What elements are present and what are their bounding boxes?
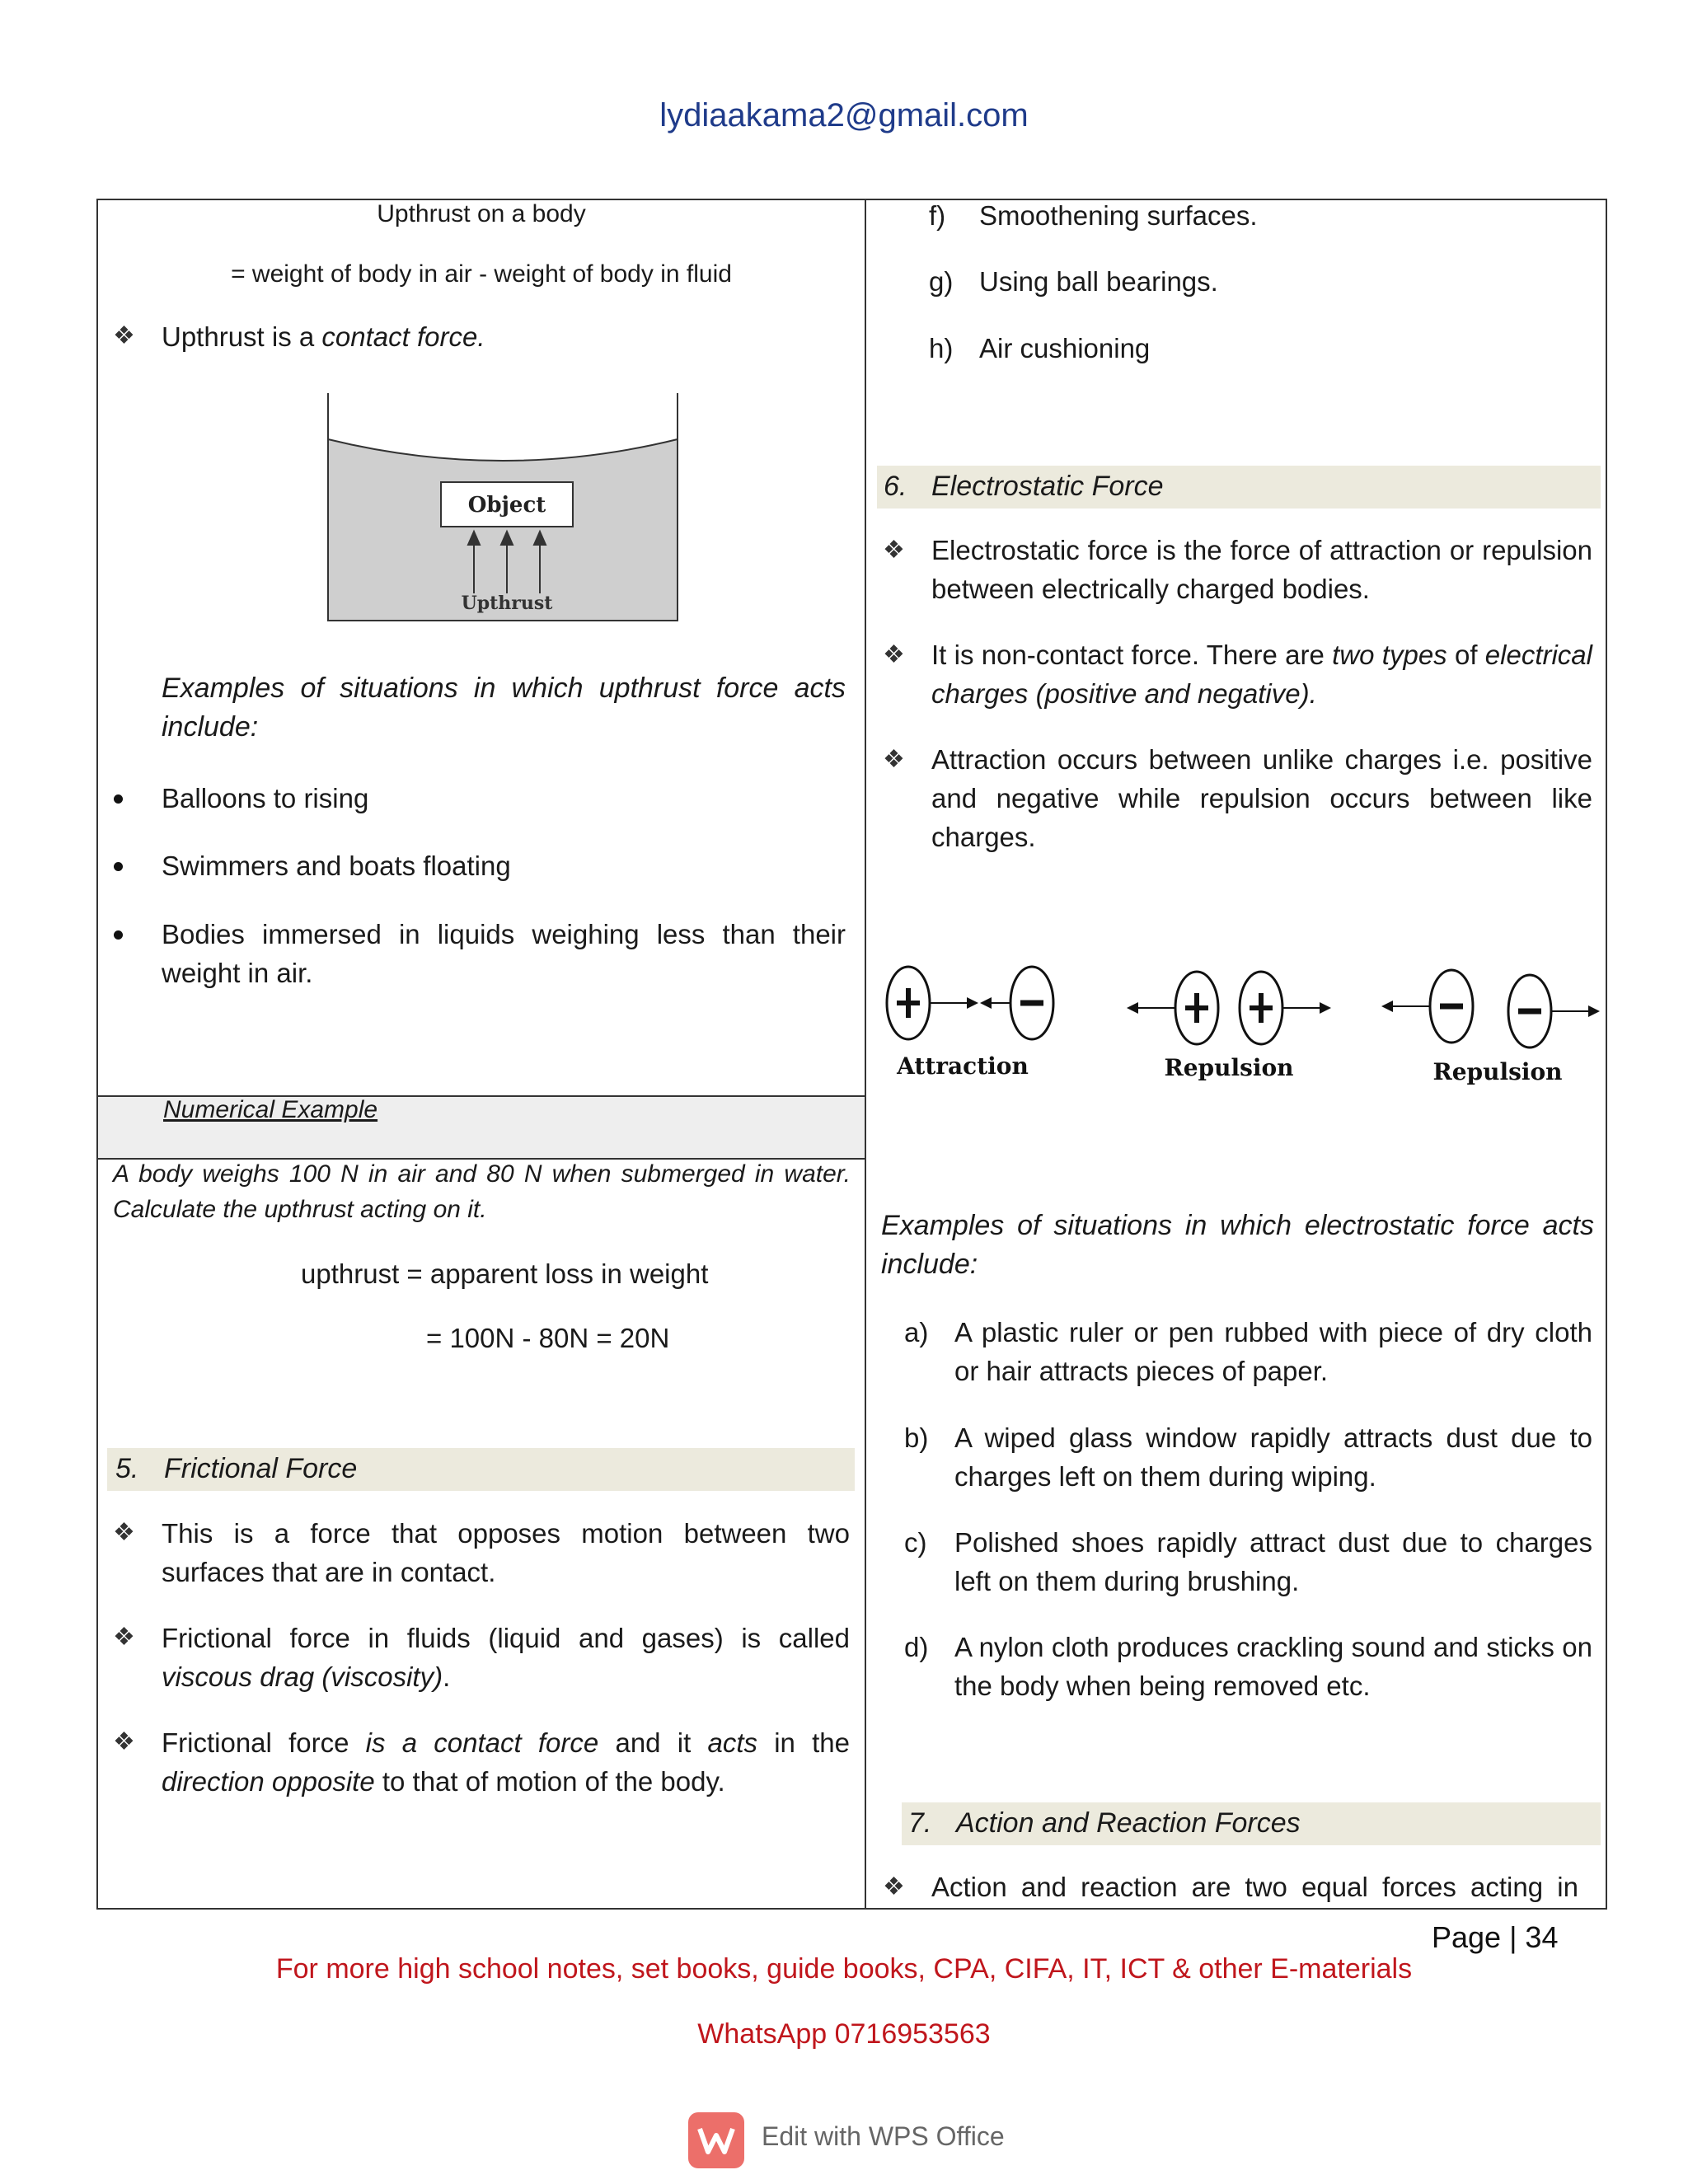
repulsion-label-2: Repulsion <box>1432 1058 1563 1085</box>
upthrust-formula-line1 <box>98 194 865 233</box>
upthrust-contact-bullet <box>162 317 846 356</box>
promo-line-1: For more high school notes, set books, guide books, CPA, CIFA, IT, ICT & other E-materials <box>275 1953 1413 1985</box>
section-7-heading <box>902 1802 1601 1845</box>
upthrust-example-2: Swimmers and boats floating <box>162 851 511 881</box>
section-5-title: Frictional Force <box>164 1453 358 1484</box>
direction-opposite-term: direction opposite <box>162 1766 375 1797</box>
numerical-question: A body weighs 100 N in air and 80 N when submerged in water. Calculate the upthrust acting on it. <box>113 1160 851 1223</box>
bullet-text: and it <box>598 1727 708 1758</box>
list-label-h: h) <box>929 333 954 363</box>
bullet-dot-icon <box>114 930 123 940</box>
viscous-drag-term: viscous drag (viscosity) <box>162 1661 443 1692</box>
section-7-title: Action and Reaction Forces <box>956 1807 1301 1839</box>
friction-reduce-h: Air cushioning <box>979 333 1151 363</box>
formula-text: of body in air - weight of body in fluid <box>323 260 732 288</box>
bullet-diamond-icon: ❖ <box>113 1624 135 1651</box>
repulsion-negative-pair <box>1381 970 1600 1047</box>
numerical-example-heading: Numerical Example <box>163 1096 378 1123</box>
electrostatic-bullet-3: Attraction occurs between unlike charges i.e. positive and negative while repulsion occurs between like charges. <box>931 744 1592 852</box>
bullet-dot-icon <box>114 862 123 871</box>
solution-line-2: = 100N - 80N = 20N <box>426 1323 670 1353</box>
upthrust-diagram <box>321 391 692 626</box>
list-label-g: g) <box>929 266 954 297</box>
list-label-c: c) <box>904 1527 927 1558</box>
formula-term-weight: weight <box>251 260 324 288</box>
list-label-a: a) <box>904 1317 929 1347</box>
section-6-title: Electrostatic Force <box>931 471 1164 502</box>
section-6-heading <box>877 466 1601 509</box>
electrostatic-bullet-1: Electrostatic force is the force of attraction or repulsion between electrically charged bodies. <box>931 535 1592 604</box>
friction-bullet-3 <box>162 1723 850 1801</box>
bullet-diamond-icon: ❖ <box>883 537 905 564</box>
charge-types-term: electrical charges (positive and negative). <box>931 640 1592 709</box>
bullet-text: Upthrust is a <box>162 321 322 352</box>
electrostatic-example-c: Polished shoes rapidly attract dust due to charges left on them during brushing. <box>954 1527 1592 1596</box>
bullet-text: Frictional force <box>162 1727 366 1758</box>
bullet-diamond-icon: ❖ <box>883 746 905 773</box>
formula-term-upthrust: Upthrust <box>377 200 471 227</box>
electrostatic-example-a: A plastic ruler or pen rubbed with piece of dry cloth or hair attracts pieces of paper. <box>954 1317 1592 1386</box>
page-number: Page | 34 <box>1432 1920 1559 1954</box>
attraction-pair <box>887 967 1053 1039</box>
friction-bullet-2 <box>162 1619 850 1696</box>
list-label-f: f) <box>929 200 946 231</box>
electrostatic-examples-heading: Examples of situations in which electrostatic force acts include: <box>881 1210 1594 1280</box>
bullet-text: It is non-contact force. There are <box>931 640 1333 670</box>
object-label: Object <box>467 493 546 518</box>
formula-text: on a body <box>470 200 586 227</box>
bullet-text: of <box>1447 640 1485 670</box>
solution-line-1: upthrust = apparent loss in weight <box>301 1258 709 1289</box>
upthrust-examples-heading: Examples of situations in which upthrust force acts include: <box>162 673 846 743</box>
column-divider <box>865 199 866 1910</box>
upthrust-example-1: Balloons to rising <box>162 783 369 813</box>
upthrust-example-3: Bodies immersed in liquids weighing less than their weight in air. <box>162 919 846 988</box>
bullet-text: in the <box>757 1727 850 1758</box>
upthrust-label: Upthrust <box>461 593 553 614</box>
list-label-d: d) <box>904 1632 929 1662</box>
repulsion-label-1: Repulsion <box>1164 1054 1294 1081</box>
repulsion-positive-pair <box>1127 972 1331 1044</box>
two-types-term: two types <box>1332 640 1447 670</box>
bullet-diamond-icon: ❖ <box>113 1728 135 1755</box>
formula-text: = <box>231 260 252 288</box>
friction-reduce-f: Smoothening surfaces. <box>979 200 1258 231</box>
bullet-diamond-icon: ❖ <box>113 1519 135 1546</box>
section-5-heading <box>107 1448 855 1491</box>
list-label-b: b) <box>904 1422 929 1453</box>
friction-bullet-1: This is a force that opposes motion between two surfaces that are in contact. <box>162 1518 850 1587</box>
section-6-number: 6. <box>884 471 907 502</box>
promo-line-2: WhatsApp 0716953563 <box>697 2018 991 2050</box>
upthrust-formula-line2 <box>98 255 865 293</box>
contact-force-term: contact force. <box>321 321 485 352</box>
header-email: lydiaakama2@gmail.com <box>659 97 1029 134</box>
bullet-diamond-icon: ❖ <box>883 1873 905 1900</box>
section-7-number: 7. <box>908 1807 932 1839</box>
bullet-text: to that of motion of the body. <box>374 1766 725 1797</box>
charges-diagram <box>878 952 1603 1100</box>
electrostatic-example-b: A wiped glass window rapidly attracts dust due to charges left on them during wiping. <box>954 1422 1592 1492</box>
section-5-number: 5. <box>115 1453 139 1484</box>
contact-force-term: is a contact force <box>365 1727 599 1758</box>
bullet-diamond-icon: ❖ <box>113 322 135 349</box>
electrostatic-example-d: A nylon cloth produces crackling sound and sticks on the body when being removed etc. <box>954 1632 1592 1701</box>
bullet-diamond-icon: ❖ <box>883 641 905 668</box>
wps-w-glyph-icon <box>688 2112 744 2168</box>
wps-edit-link[interactable]: Edit with WPS Office <box>762 2121 1005 2151</box>
bullet-text: Frictional force in fluids (liquid and gases) is called <box>162 1623 850 1653</box>
bullet-dot-icon <box>114 794 123 804</box>
bullet-text: . <box>443 1661 451 1692</box>
wps-logo-icon[interactable] <box>688 2112 744 2168</box>
friction-reduce-g: Using ball bearings. <box>979 266 1218 297</box>
acts-term: acts <box>707 1727 757 1758</box>
attraction-label: Attraction <box>897 1052 1029 1080</box>
electrostatic-bullet-2 <box>931 635 1592 713</box>
action-reaction-bullet-1: Action and reaction are two equal forces acting in <box>931 1872 1578 1902</box>
